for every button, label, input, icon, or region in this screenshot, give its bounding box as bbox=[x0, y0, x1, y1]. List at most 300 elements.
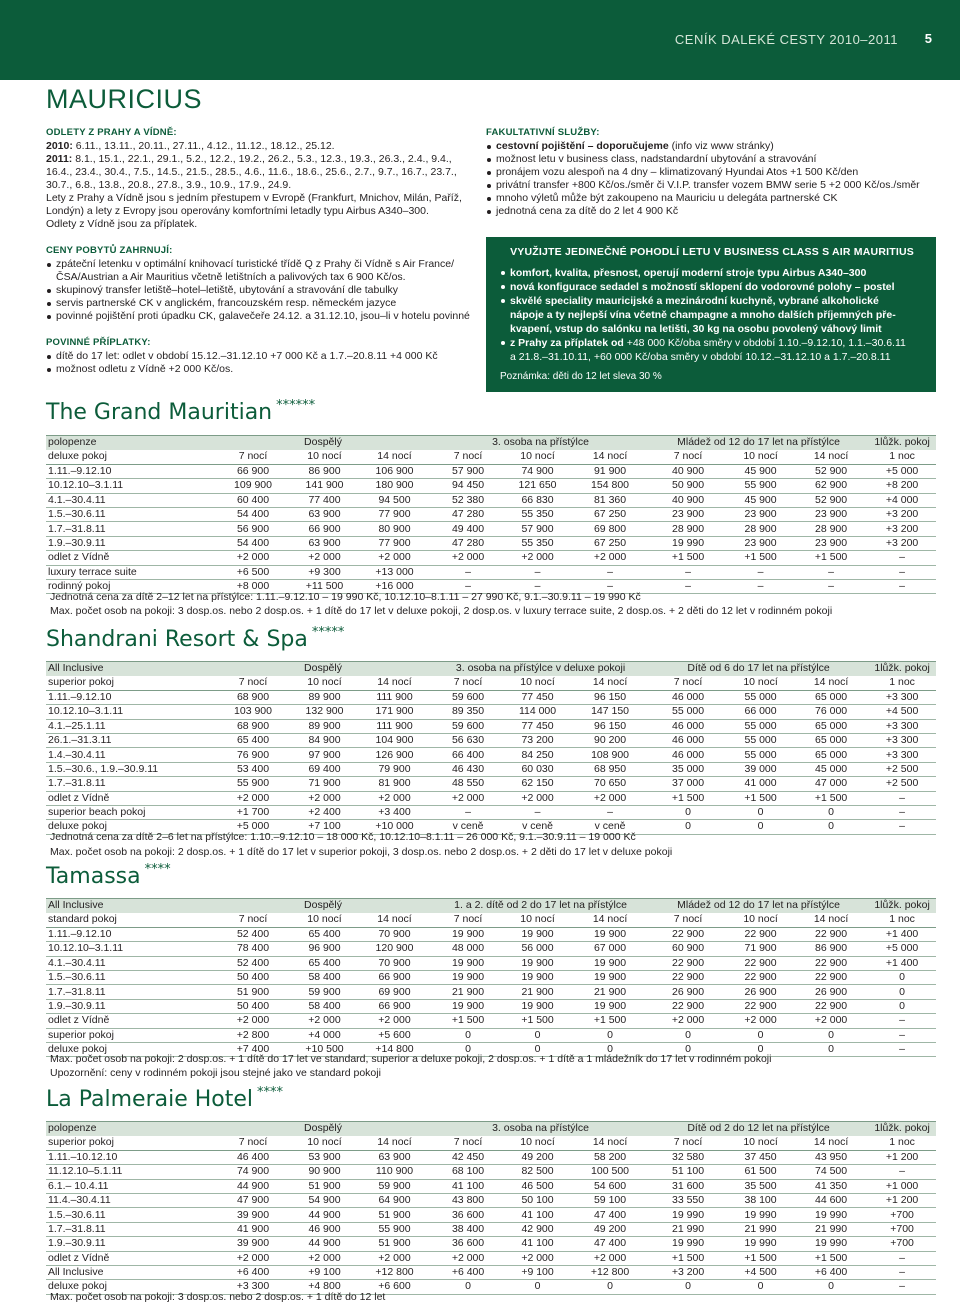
table-cell: 4.1.–30.4.11 bbox=[46, 493, 214, 507]
table-cell: – bbox=[868, 805, 936, 819]
table-cell: 0 bbox=[432, 1042, 504, 1056]
list-item: servis partnerské CK v anglickém, francouzském resp. německém jazyce bbox=[46, 297, 471, 310]
table-cell: 68 900 bbox=[214, 719, 292, 733]
table-cell: 44 900 bbox=[292, 1237, 357, 1251]
table-cell: – bbox=[868, 1042, 936, 1056]
column-header: All Inclusive bbox=[46, 662, 214, 676]
column-header: Mládež od 12 do 17 let na přístýlce bbox=[649, 436, 868, 450]
table-cell: 54 400 bbox=[214, 536, 292, 550]
table-cell: 46 430 bbox=[432, 762, 504, 776]
table-cell: 43 800 bbox=[432, 1193, 504, 1207]
column-subheader: 14 nocí bbox=[794, 1136, 868, 1150]
table-cell: 26 900 bbox=[794, 985, 868, 999]
table-cell: 1.5.–30.6.11 bbox=[46, 1208, 214, 1222]
column-subheader: standard pokoj bbox=[46, 913, 214, 927]
table-cell: 51 900 bbox=[292, 1179, 357, 1193]
column-header: Dítě od 6 do 17 let na přístýlce bbox=[649, 662, 868, 676]
table-cell: 154 800 bbox=[571, 479, 649, 493]
table-cell: 86 900 bbox=[794, 942, 868, 956]
table-cell: 47 900 bbox=[214, 1193, 292, 1207]
table-subheader-row bbox=[46, 450, 936, 464]
table-cell: +2 000 bbox=[504, 791, 571, 805]
table-cell: 42 900 bbox=[504, 1222, 571, 1236]
table-cell: 22 900 bbox=[794, 927, 868, 941]
table-cell: 1.5.–30.6.11 bbox=[46, 507, 214, 521]
list-item: skupinový transfer letiště–hotel–letiště, ubytování a stravování dle tabulky bbox=[46, 284, 471, 297]
table-cell: 103 900 bbox=[214, 705, 292, 719]
table-cell: – bbox=[868, 1251, 936, 1265]
table-header-row bbox=[46, 436, 936, 450]
table-cell: 53 400 bbox=[214, 762, 292, 776]
table-cell: 47 400 bbox=[571, 1237, 649, 1251]
table-cell: +2 000 bbox=[214, 551, 292, 565]
table-cell: 39 000 bbox=[727, 762, 794, 776]
table-cell: 32 580 bbox=[649, 1150, 727, 1164]
table-cell: +1 500 bbox=[649, 551, 727, 565]
table-cell: 74 900 bbox=[214, 1165, 292, 1179]
table-cell: 1.4.–30.4.11 bbox=[46, 748, 214, 762]
table-cell: 50 400 bbox=[214, 999, 292, 1013]
column-subheader: 10 nocí bbox=[292, 676, 357, 690]
table-cell: +2 000 bbox=[357, 551, 432, 565]
table-cell: 68 900 bbox=[214, 690, 292, 704]
table-cell: +6 400 bbox=[214, 1265, 292, 1279]
table-cell: – bbox=[868, 579, 936, 593]
left-info-column bbox=[46, 126, 471, 376]
table-cell: 0 bbox=[727, 1280, 794, 1294]
table-cell: 63 900 bbox=[357, 1150, 432, 1164]
column-header: Dospělý bbox=[214, 899, 432, 913]
table-cell: 0 bbox=[432, 1028, 504, 1042]
table-cell: superior beach pokoj bbox=[46, 805, 214, 819]
table-cell: +2 000 bbox=[292, 1014, 357, 1028]
table-row bbox=[46, 748, 936, 762]
table-cell: 0 bbox=[727, 805, 794, 819]
table-cell: 49 200 bbox=[504, 1150, 571, 1164]
table-cell: 19 900 bbox=[432, 956, 504, 970]
table-cell: 147 150 bbox=[571, 705, 649, 719]
table-cell: 52 900 bbox=[794, 464, 868, 478]
table-cell: 0 bbox=[868, 999, 936, 1013]
table-cell: +3 400 bbox=[357, 805, 432, 819]
table-row bbox=[46, 536, 936, 550]
table-cell: 56 900 bbox=[214, 522, 292, 536]
table-cell: 46 000 bbox=[649, 733, 727, 747]
table-cell: 0 bbox=[868, 970, 936, 984]
table-cell: 48 000 bbox=[432, 942, 504, 956]
table-row bbox=[46, 719, 936, 733]
table-cell: +5 000 bbox=[868, 464, 936, 478]
table-cell: – bbox=[504, 805, 571, 819]
table-cell: +1 700 bbox=[214, 805, 292, 819]
column-subheader: 7 nocí bbox=[432, 450, 504, 464]
table-cell: +8 200 bbox=[868, 479, 936, 493]
table-cell: – bbox=[727, 579, 794, 593]
table-cell: 106 900 bbox=[357, 464, 432, 478]
table-cell: +9 300 bbox=[292, 565, 357, 579]
table-cell: 79 900 bbox=[357, 762, 432, 776]
table-cell: 64 900 bbox=[357, 1193, 432, 1207]
table-row bbox=[46, 1179, 936, 1193]
table-cell: 74 900 bbox=[504, 464, 571, 478]
table-cell: 51 900 bbox=[214, 985, 292, 999]
table-cell: 55 350 bbox=[504, 536, 571, 550]
table-cell: 45 900 bbox=[727, 493, 794, 507]
page-header bbox=[0, 0, 960, 80]
table-row bbox=[46, 791, 936, 805]
table-cell: 58 400 bbox=[292, 999, 357, 1013]
column-subheader: 14 nocí bbox=[357, 676, 432, 690]
table-cell: 47 280 bbox=[432, 507, 504, 521]
table-cell: 19 900 bbox=[571, 970, 649, 984]
table-cell: 66 400 bbox=[432, 748, 504, 762]
table-row bbox=[46, 985, 936, 999]
table-cell: +3 300 bbox=[868, 733, 936, 747]
table-cell: +1 200 bbox=[868, 1150, 936, 1164]
table-cell: 47 000 bbox=[794, 777, 868, 791]
price-table bbox=[46, 661, 936, 835]
table-cell: 23 900 bbox=[794, 507, 868, 521]
column-subheader: 7 nocí bbox=[432, 1136, 504, 1150]
table-cell: 40 900 bbox=[649, 464, 727, 478]
column-header: 3. osoba na přístýlce bbox=[432, 1122, 649, 1136]
table-cell: 60 900 bbox=[649, 942, 727, 956]
table-cell: 68 100 bbox=[432, 1165, 504, 1179]
table-cell: +3 300 bbox=[868, 690, 936, 704]
table-cell: 33 550 bbox=[649, 1193, 727, 1207]
column-subheader: 10 nocí bbox=[292, 1136, 357, 1150]
table-cell: +2 400 bbox=[292, 805, 357, 819]
list-item: cestovní pojištění – doporučujeme (info viz www stránky) bbox=[486, 140, 936, 153]
table-cell: 44 900 bbox=[214, 1179, 292, 1193]
table-cell: 22 900 bbox=[727, 927, 794, 941]
column-subheader: 7 nocí bbox=[214, 913, 292, 927]
table-cell: 21 900 bbox=[432, 985, 504, 999]
table-cell: 55 900 bbox=[727, 479, 794, 493]
table-cell: 66 000 bbox=[727, 705, 794, 719]
table-cell: 59 900 bbox=[292, 985, 357, 999]
stars-icon: ****** bbox=[276, 398, 316, 413]
column-subheader: 7 nocí bbox=[649, 676, 727, 690]
column-subheader: 14 nocí bbox=[794, 676, 868, 690]
table-cell: 0 bbox=[571, 1042, 649, 1056]
table-cell: 22 900 bbox=[649, 999, 727, 1013]
column-subheader: 10 nocí bbox=[504, 676, 571, 690]
table-cell: 38 100 bbox=[727, 1193, 794, 1207]
table-cell: 46 000 bbox=[649, 690, 727, 704]
column-subheader: 10 nocí bbox=[504, 913, 571, 927]
table-row bbox=[46, 522, 936, 536]
table-cell: +11 500 bbox=[292, 579, 357, 593]
table-cell: – bbox=[504, 579, 571, 593]
table-cell: 19 900 bbox=[504, 999, 571, 1013]
table-cell: +1 000 bbox=[868, 1179, 936, 1193]
table-cell: +2 000 bbox=[214, 791, 292, 805]
table-cell: 19 990 bbox=[727, 1237, 794, 1251]
table-cell: 90 200 bbox=[571, 733, 649, 747]
table-cell: 28 900 bbox=[727, 522, 794, 536]
column-subheader: 10 nocí bbox=[504, 1136, 571, 1150]
table-cell: odlet z Vídně bbox=[46, 551, 214, 565]
table-cell: +4 800 bbox=[292, 1280, 357, 1294]
table-subheader-row bbox=[46, 676, 936, 690]
table-cell: 19 900 bbox=[432, 999, 504, 1013]
table-cell: luxury terrace suite bbox=[46, 565, 214, 579]
table-cell: 41 000 bbox=[727, 777, 794, 791]
table-cell: 67 000 bbox=[571, 942, 649, 956]
table-cell: 86 900 bbox=[292, 464, 357, 478]
table-cell: +13 000 bbox=[357, 565, 432, 579]
table-cell: – bbox=[868, 565, 936, 579]
table-cell: 1.9.–30.9.11 bbox=[46, 536, 214, 550]
table-cell: 54 400 bbox=[214, 507, 292, 521]
table-row bbox=[46, 464, 936, 478]
table-cell: 4.1.–30.4.11 bbox=[46, 956, 214, 970]
column-subheader: 7 nocí bbox=[649, 1136, 727, 1150]
column-subheader: 14 nocí bbox=[794, 913, 868, 927]
table-cell: 26 900 bbox=[649, 985, 727, 999]
table-cell: 0 bbox=[649, 1042, 727, 1056]
table-cell: 80 900 bbox=[357, 522, 432, 536]
table-cell: 1.7.–31.8.11 bbox=[46, 985, 214, 999]
table-cell: 35 000 bbox=[649, 762, 727, 776]
table-cell: +2 000 bbox=[727, 1014, 794, 1028]
table-subheader-row bbox=[46, 913, 936, 927]
table-cell: 19 990 bbox=[649, 1237, 727, 1251]
table-cell: 28 900 bbox=[649, 522, 727, 536]
table-cell: +1 500 bbox=[649, 791, 727, 805]
column-header: polopenze bbox=[46, 1122, 214, 1136]
table-cell: 82 500 bbox=[504, 1165, 571, 1179]
table-note: Max. počet osob na pokoji: 2 dosp.os. + 1 dítě do 17 let v superior pokoji, 3 dosp.os. nebo 2 dosp.os. + 2 děti do 17 let v deluxe pokoji bbox=[50, 846, 673, 858]
table-cell: 0 bbox=[794, 805, 868, 819]
table-cell: – bbox=[432, 565, 504, 579]
table-cell: – bbox=[868, 791, 936, 805]
table-cell: 1.9.–30.9.11 bbox=[46, 1237, 214, 1251]
table-cell: +6 400 bbox=[794, 1265, 868, 1279]
table-cell: – bbox=[794, 579, 868, 593]
column-subheader: 14 nocí bbox=[571, 450, 649, 464]
table-cell: 52 380 bbox=[432, 493, 504, 507]
table-cell: 67 250 bbox=[571, 507, 649, 521]
table-cell: 56 000 bbox=[504, 942, 571, 956]
column-subheader: superior pokoj bbox=[46, 1136, 214, 1150]
table-cell: 0 bbox=[649, 1028, 727, 1042]
table-cell: 36 600 bbox=[432, 1208, 504, 1222]
table-cell: 22 900 bbox=[649, 970, 727, 984]
odlety-line: 2011: 8.1., 15.1., 22.1., 29.1., 5.2., 12.2., 19.2., 26.2., 5.3., 12.3., 19.3., 26.3., 2.4., 9.4., bbox=[46, 153, 452, 165]
table-cell: +2 000 bbox=[504, 551, 571, 565]
table-cell: +10 000 bbox=[357, 820, 432, 834]
table-cell: – bbox=[571, 565, 649, 579]
column-subheader: 1 noc bbox=[868, 1136, 936, 1150]
table-row bbox=[46, 1222, 936, 1236]
table-cell: 0 bbox=[727, 1028, 794, 1042]
table-cell: +7 100 bbox=[292, 820, 357, 834]
table-cell: +700 bbox=[868, 1208, 936, 1222]
table-cell: 180 900 bbox=[357, 479, 432, 493]
list-item: možnost odletu z Vídně +2 000 Kč/os. bbox=[46, 363, 471, 376]
list-item: dítě do 17 let: odlet v období 15.12.–31.12.10 +7 000 Kč a 1.7.–20.8.11 +4 000 Kč bbox=[46, 350, 471, 363]
table-cell: +4 500 bbox=[868, 705, 936, 719]
table-row bbox=[46, 551, 936, 565]
table-cell: 71 900 bbox=[727, 942, 794, 956]
table-cell: 109 900 bbox=[214, 479, 292, 493]
table-note: Max. počet osob na pokoji: 3 dosp.os. nebo 2 dosp.os. + 1 dítě do 12 let bbox=[50, 1291, 386, 1303]
table-cell: 21 900 bbox=[504, 985, 571, 999]
table-cell: +3 200 bbox=[649, 1265, 727, 1279]
table-row bbox=[46, 927, 936, 941]
table-row bbox=[46, 1165, 936, 1179]
table-cell: +8 000 bbox=[214, 579, 292, 593]
column-subheader: 1 noc bbox=[868, 913, 936, 927]
table-cell: +9 100 bbox=[504, 1265, 571, 1279]
table-cell: +5 600 bbox=[357, 1028, 432, 1042]
column-subheader: 14 nocí bbox=[571, 1136, 649, 1150]
table-row bbox=[46, 1237, 936, 1251]
destination-title: MAURICIUS bbox=[46, 84, 203, 114]
table-cell: 55 000 bbox=[727, 748, 794, 762]
table-cell: 22 900 bbox=[727, 956, 794, 970]
table-cell: 31 600 bbox=[649, 1179, 727, 1193]
table-cell: – bbox=[649, 565, 727, 579]
table-cell: 66 900 bbox=[357, 970, 432, 984]
table-cell: – bbox=[868, 1014, 936, 1028]
table-cell: 23 900 bbox=[727, 507, 794, 521]
column-subheader: 14 nocí bbox=[357, 913, 432, 927]
table-cell: 55 000 bbox=[727, 690, 794, 704]
table-row bbox=[46, 805, 936, 819]
table-cell: – bbox=[868, 1028, 936, 1042]
price-table bbox=[46, 1121, 936, 1295]
table-cell: 19 990 bbox=[794, 1208, 868, 1222]
table-cell: 19 900 bbox=[504, 927, 571, 941]
table-cell: 0 bbox=[571, 1280, 649, 1294]
table-cell: 41 100 bbox=[504, 1237, 571, 1251]
table-cell: – bbox=[727, 565, 794, 579]
table-cell: 0 bbox=[794, 1280, 868, 1294]
table-cell: +2 000 bbox=[794, 1014, 868, 1028]
table-cell: +700 bbox=[868, 1237, 936, 1251]
table-cell: 59 600 bbox=[432, 719, 504, 733]
table-cell: +3 200 bbox=[868, 522, 936, 536]
odlety-line: 30.7., 6.8., 13.8., 20.8., 27.8., 3.9., 10.9., 17.9., 24.9. bbox=[46, 179, 292, 191]
table-cell: +1 200 bbox=[868, 1193, 936, 1207]
column-header: 1lůžk. pokoj bbox=[868, 662, 936, 676]
table-cell: +1 500 bbox=[727, 551, 794, 565]
table-note: Upozornění: ceny v rodinném pokoji jsou stejné jako ve standard pokoji bbox=[50, 1067, 381, 1079]
odlety-text: Londýn) a lety z Evropy jsou operovány komfortními letadly typu Airbus A340–300. bbox=[46, 205, 429, 217]
table-cell: 0 bbox=[504, 1028, 571, 1042]
table-cell: 38 400 bbox=[432, 1222, 504, 1236]
table-cell: All Inclusive bbox=[46, 1265, 214, 1279]
table-cell: +4 000 bbox=[292, 1028, 357, 1042]
table-cell: – bbox=[868, 820, 936, 834]
table-cell: +2 500 bbox=[868, 762, 936, 776]
table-cell: 65 000 bbox=[794, 733, 868, 747]
table-cell: +1 400 bbox=[868, 956, 936, 970]
table-cell: +2 000 bbox=[432, 551, 504, 565]
column-header: 3. osoba na přístýlce v deluxe pokoji bbox=[432, 662, 649, 676]
odlety-text: Odlety z Vídně jsou za příplatek. bbox=[46, 218, 198, 230]
table-cell: +2 000 bbox=[432, 1251, 504, 1265]
table-cell: 65 000 bbox=[794, 690, 868, 704]
table-cell: 59 100 bbox=[571, 1193, 649, 1207]
column-header: 1lůžk. pokoj bbox=[868, 436, 936, 450]
table-cell: 55 900 bbox=[357, 1222, 432, 1236]
table-cell: +14 800 bbox=[357, 1042, 432, 1056]
business-list bbox=[500, 266, 924, 364]
column-subheader: 1 noc bbox=[868, 676, 936, 690]
stars-icon: **** bbox=[144, 862, 171, 877]
table-cell: 35 500 bbox=[727, 1179, 794, 1193]
table-cell: +1 500 bbox=[794, 1251, 868, 1265]
table-cell: +5 000 bbox=[214, 820, 292, 834]
column-subheader: 10 nocí bbox=[727, 450, 794, 464]
table-cell: deluxe pokoj bbox=[46, 1280, 214, 1294]
table-row bbox=[46, 942, 936, 956]
hotel-title: The Grand Mauritian ****** bbox=[46, 398, 316, 425]
table-cell: 96 150 bbox=[571, 690, 649, 704]
table-row bbox=[46, 705, 936, 719]
table-cell: 81 900 bbox=[357, 777, 432, 791]
table-cell: +3 300 bbox=[214, 1280, 292, 1294]
column-header: Dospělý bbox=[214, 1122, 432, 1136]
table-cell: v ceně bbox=[571, 820, 649, 834]
table-cell: 0 bbox=[794, 1042, 868, 1056]
table-cell: 1.7.–31.8.11 bbox=[46, 1222, 214, 1236]
table-cell: 47 400 bbox=[571, 1208, 649, 1222]
table-note: Jednotná cena za dítě 2–6 let na přístýlce: 1.10.–9.12.10 – 18 000 Kč, 10.12.10–8.1.11 – 26 000 Kč, 9.1.–30.9.11 – 19 000 Kč bbox=[50, 831, 636, 843]
table-row bbox=[46, 493, 936, 507]
table-cell: +2 000 bbox=[571, 551, 649, 565]
table-cell: 77 900 bbox=[357, 536, 432, 550]
table-cell: – bbox=[571, 579, 649, 593]
column-header: 3. osoba na přístýlce bbox=[432, 436, 649, 450]
table-cell: 76 000 bbox=[794, 705, 868, 719]
odlety-heading: ODLETY Z PRAHY A VÍDNĚ: bbox=[46, 127, 177, 138]
column-subheader: 7 nocí bbox=[432, 913, 504, 927]
list-item-continuation: kvapení, vstup do salónku na letišti, 30 kg na osobu povolený váhový limit bbox=[510, 323, 882, 335]
column-subheader: 7 nocí bbox=[214, 1136, 292, 1150]
fakultativni-heading: FAKULTATIVNÍ SLUŽBY: bbox=[486, 127, 600, 138]
table-cell: 19 900 bbox=[432, 927, 504, 941]
table-cell: 74 500 bbox=[794, 1165, 868, 1179]
table-cell: 23 900 bbox=[649, 507, 727, 521]
table-cell: 19 900 bbox=[432, 970, 504, 984]
table-row bbox=[46, 733, 936, 747]
table-cell: 0 bbox=[649, 820, 727, 834]
table-subheader-row bbox=[46, 1136, 936, 1150]
table-cell: +9 100 bbox=[292, 1265, 357, 1279]
table-cell: 126 900 bbox=[357, 748, 432, 762]
table-cell: +2 000 bbox=[357, 791, 432, 805]
table-cell: +6 400 bbox=[432, 1265, 504, 1279]
table-cell: 111 900 bbox=[357, 690, 432, 704]
column-header: Mládež od 12 do 17 let na přístýlce bbox=[649, 899, 868, 913]
ceny-heading: CENY POBYTŮ ZAHRNUJÍ: bbox=[46, 245, 173, 256]
list-item: pronájem vozu alespoň na 4 dny – klimatizovaný Hyundai Atos +1 500 Kč/den bbox=[486, 166, 936, 179]
table-cell: 111 900 bbox=[357, 719, 432, 733]
table-cell: 76 900 bbox=[214, 748, 292, 762]
table-cell: 89 350 bbox=[432, 705, 504, 719]
table-cell: 50 900 bbox=[649, 479, 727, 493]
table-cell: 19 900 bbox=[571, 927, 649, 941]
table-row bbox=[46, 479, 936, 493]
table-cell: +6 600 bbox=[357, 1280, 432, 1294]
table-cell: 108 900 bbox=[571, 748, 649, 762]
table-cell: 84 250 bbox=[504, 748, 571, 762]
